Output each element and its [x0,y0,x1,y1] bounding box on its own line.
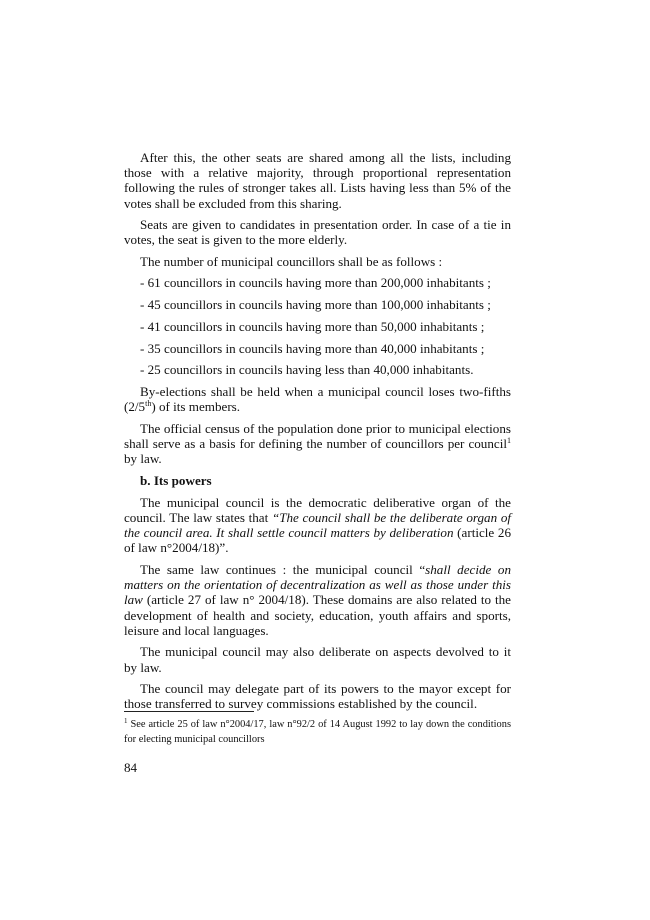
footnote-text: See article 25 of law n°2004/17, law n°92/2 of 14 August 1992 to lay down the conditions for electing municipal councillors [124,719,511,745]
list-item: - 35 councillors in councils having more than 40,000 inhabitants ; [140,340,485,356]
page-number: 84 [124,760,138,775]
text-span: by law. [124,451,162,467]
footnote-marker: 1 [124,717,128,725]
paragraph-delegation: The council may delegate part of its powers to the mayor except for those transferred to survey commissions established by the council. [124,681,511,712]
text-span: (article 27 of law n° 2004/18). These domains are also related to the development of health and society, education, youth affairs and sports, leisure and local languages. [124,592,511,638]
paragraph-law-continues [124,562,511,638]
quoted-law-text: shall decide on matters on the orientation of decentralization as well as those under this law [124,561,511,608]
paragraph-by-elections [124,384,511,414]
footnote [124,718,511,747]
superscript: th [145,399,152,409]
footnote-reference: 1 [507,436,511,446]
quoted-law-text: “The council shall be the deliberate organ of the council area. It shall settle council matters by deliberation [124,509,511,541]
paragraph-devolved-aspects: The municipal council may also deliberate on aspects devolved to it by law. [124,644,511,675]
paragraph-seat-sharing: After this, the other seats are shared among all the lists, including those with a relative majority, through proportional representation following the rules of stronger takes all. Lists having less than 5% of the votes shall be excluded from this sharing. [124,150,511,211]
list-item: - 61 councillors in councils having more than 200,000 inhabitants ; [140,275,491,291]
text-span: (article 26 of law n°2004/18)”. [124,525,511,556]
text-span: ) of its members. [151,399,241,415]
paragraph-census [124,421,511,467]
text-span: By-elections shall be held when a municipal council loses two-fifths (2/5 [124,384,511,415]
paragraph-councillor-count-intro: The number of municipal councillors shall be as follows : [140,253,443,269]
text-span: The same law continues : the municipal council “ [140,561,426,577]
councillor-count-list [124,275,511,377]
text-span: The official census of the population done prior to municipal elections shall serve as a basis for defining the number of councillors per council [124,420,511,452]
section-heading: b. Its powers [140,472,212,488]
text-span: The municipal council is the democratic deliberative organ of the council. The law states that [124,494,511,525]
list-item: - 25 councillors in councils having less than 40,000 inhabitants. [140,362,474,378]
list-item: - 41 councillors in councils having more than 50,000 inhabitants ; [140,318,485,334]
footnote-divider [124,711,254,712]
list-item: - 45 councillors in councils having more than 100,000 inhabitants ; [140,297,491,312]
paragraph-deliberative-organ [124,495,511,556]
paragraph-seat-order: Seats are given to candidates in presentation order. In case of a tie in votes, the seat is given to the more elderly. [124,216,511,248]
body-text [124,150,511,718]
